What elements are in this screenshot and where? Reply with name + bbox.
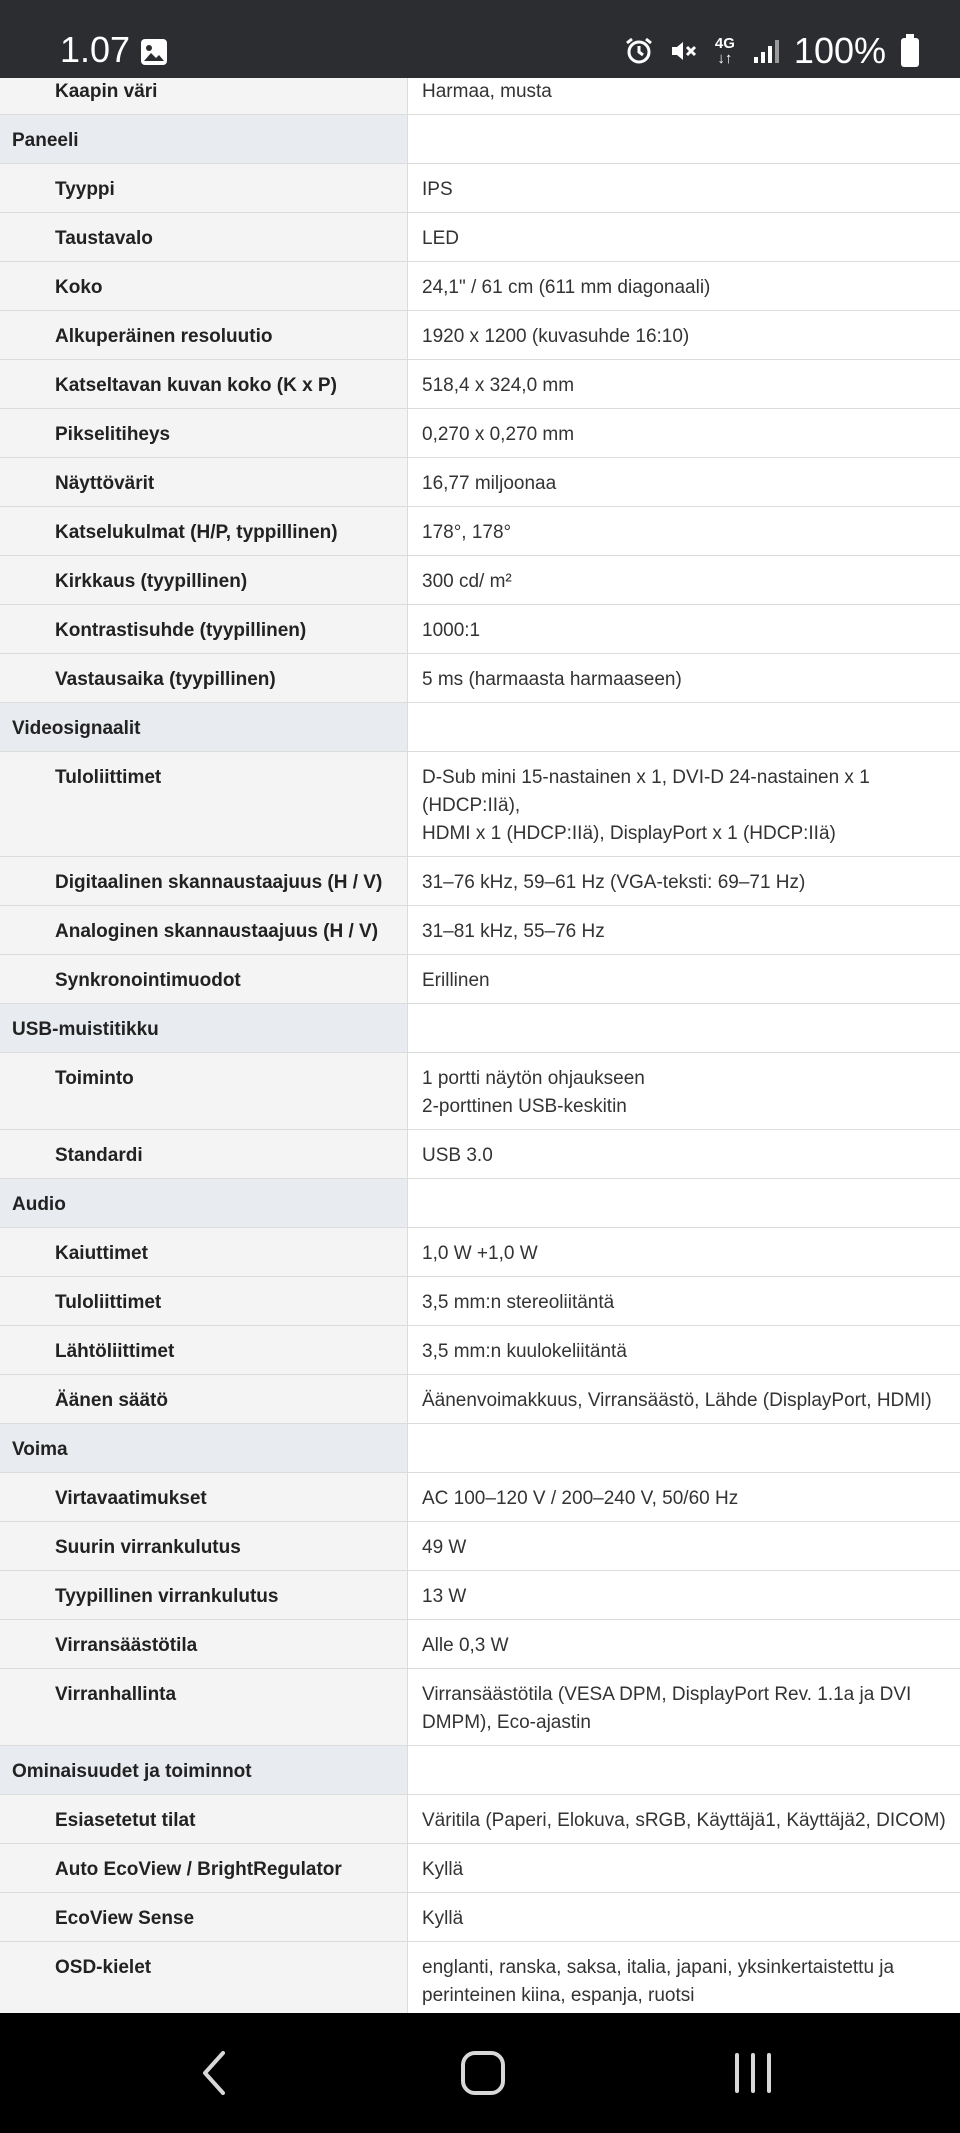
spec-value: 1 portti näytön ohjaukseen 2-porttinen USB-keskitin: [422, 1068, 645, 1117]
signal-icon: [752, 37, 780, 65]
section-title: Paneeli: [0, 115, 408, 163]
spec-table: [0, 78, 960, 2013]
spec-value: Kyllä: [422, 1908, 464, 1929]
spec-row: [0, 78, 960, 115]
spec-row: [0, 1130, 960, 1179]
spec-row: [0, 507, 960, 556]
spec-label: Pikselitiheys: [0, 409, 408, 457]
spec-value: 24,1" / 61 cm (611 mm diagonaali): [422, 277, 711, 298]
spec-value: LED: [422, 228, 459, 249]
section-header-row: [0, 115, 960, 164]
spec-row: [0, 1522, 960, 1571]
spec-value: AC 100–120 V / 200–240 V, 50/60 Hz: [422, 1488, 739, 1509]
spec-row: [0, 906, 960, 955]
spec-row: [0, 1053, 960, 1130]
spec-value: 178°, 178°: [422, 522, 512, 543]
spec-row: [0, 1375, 960, 1424]
spec-label: Lähtöliittimet: [0, 1326, 408, 1374]
spec-row: [0, 1473, 960, 1522]
spec-row: [0, 1277, 960, 1326]
spec-label: Virtavaatimukset: [0, 1473, 408, 1521]
back-icon[interactable]: [185, 2043, 245, 2103]
spec-row: [0, 1571, 960, 1620]
spec-value: [408, 1746, 960, 1794]
spec-row: [0, 654, 960, 703]
spec-value: 31–76 kHz, 59–61 Hz (VGA-teksti: 69–71 Hz): [422, 872, 806, 893]
section-title: USB-muistitikku: [0, 1004, 408, 1052]
alarm-icon: [624, 36, 654, 66]
spec-row: [0, 1795, 960, 1844]
spec-label: Esiasetetut tilat: [0, 1795, 408, 1843]
spec-row: [0, 458, 960, 507]
spec-row: [0, 164, 960, 213]
spec-label: Tuloliittimet: [0, 1277, 408, 1325]
spec-row: [0, 360, 960, 409]
spec-value: Erillinen: [422, 970, 490, 991]
spec-value: IPS: [422, 179, 453, 200]
spec-row: [0, 311, 960, 360]
spec-row: [0, 1669, 960, 1746]
spec-label: Tyypillinen virrankulutus: [0, 1571, 408, 1619]
section-title: Voima: [0, 1424, 408, 1472]
spec-label: Koko: [0, 262, 408, 310]
spec-label: Kirkkaus (tyypillinen): [0, 556, 408, 604]
network-type: 4G: [714, 35, 735, 52]
spec-value: 3,5 mm:n kuulokeliitäntä: [422, 1341, 627, 1362]
section-header-row: [0, 1179, 960, 1228]
spec-row: [0, 1893, 960, 1942]
spec-row: [0, 1844, 960, 1893]
spec-label: EcoView Sense: [0, 1893, 408, 1941]
spec-label: Näyttövärit: [0, 458, 408, 506]
spec-value: 16,77 miljoonaa: [422, 473, 557, 494]
spec-value: [408, 1179, 960, 1227]
gallery-icon: [140, 38, 168, 66]
status-time: 1.07: [60, 29, 131, 70]
section-title: Videosignaalit: [0, 703, 408, 751]
recent-apps-icon[interactable]: [723, 2043, 783, 2103]
spec-value: 300 cd/ m²: [422, 571, 512, 592]
navigation-bar: [0, 2013, 960, 2133]
spec-value: 1920 x 1200 (kuvasuhde 16:10): [422, 326, 690, 347]
battery-percentage: 100%: [793, 30, 886, 71]
spec-label: Kontrastisuhde (tyypillinen): [0, 605, 408, 653]
spec-label: Tuloliittimet: [0, 752, 408, 856]
spec-row: [0, 262, 960, 311]
spec-row: [0, 857, 960, 906]
spec-label: Virranhallinta: [0, 1669, 408, 1745]
spec-label: Standardi: [0, 1130, 408, 1178]
spec-value: [408, 1424, 960, 1472]
spec-label: OSD-kielet: [0, 1942, 408, 2018]
spec-label: Taustavalo: [0, 213, 408, 261]
spec-value: 49 W: [422, 1537, 467, 1558]
spec-value: 518,4 x 324,0 mm: [422, 375, 575, 396]
section-header-row: [0, 1004, 960, 1053]
spec-value: 31–81 kHz, 55–76 Hz: [422, 921, 605, 942]
spec-label: Suurin virrankulutus: [0, 1522, 408, 1570]
section-title: Ominaisuudet ja toiminnot: [0, 1746, 408, 1794]
spec-row: [0, 1326, 960, 1375]
spec-label: Vastausaika (tyypillinen): [0, 654, 408, 702]
spec-row: [0, 752, 960, 857]
spec-label: Kaapin väri: [0, 78, 408, 114]
spec-label: Toiminto: [0, 1053, 408, 1129]
spec-row: [0, 1620, 960, 1669]
spec-value: 3,5 mm:n stereoliitäntä: [422, 1292, 615, 1313]
section-title: Audio: [0, 1179, 408, 1227]
status-bar: [0, 0, 960, 78]
spec-label: Kaiuttimet: [0, 1228, 408, 1276]
spec-value: englanti, ranska, saksa, italia, japani, yksinkertaistettu ja perinteinen kiina, espanja, ruotsi: [422, 1957, 895, 2006]
spec-row: [0, 1942, 960, 2019]
vibrate-off-icon: [668, 36, 698, 66]
spec-value: Harmaa, musta: [422, 81, 552, 102]
spec-label: Äänen säätö: [0, 1375, 408, 1423]
spec-value: 0,270 x 0,270 mm: [422, 424, 575, 445]
spec-value: [408, 1004, 960, 1052]
spec-value: [408, 115, 960, 163]
spec-value: Äänenvoimakkuus, Virransäästö, Lähde (DisplayPort, HDMI): [422, 1390, 932, 1411]
spec-row: [0, 1228, 960, 1277]
spec-value: 13 W: [422, 1586, 467, 1607]
spec-value: 1000:1: [422, 620, 481, 641]
section-header-row: [0, 1424, 960, 1473]
spec-value: 5 ms (harmaasta harmaaseen): [422, 669, 682, 690]
spec-label: Analoginen skannaustaajuus (H / V): [0, 906, 408, 954]
spec-label: Katseltavan kuvan koko (K x P): [0, 360, 408, 408]
home-icon[interactable]: [453, 2043, 513, 2103]
spec-row: [0, 955, 960, 1004]
spec-value: [408, 703, 960, 751]
spec-value: 1,0 W +1,0 W: [422, 1243, 538, 1264]
network-4g-icon: 4G ↓↑: [714, 35, 735, 67]
spec-value: Väritila (Paperi, Elokuva, sRGB, Käyttäjä1, Käyttäjä2, DICOM): [422, 1810, 946, 1831]
spec-label: Digitaalinen skannaustaajuus (H / V): [0, 857, 408, 905]
spec-value: Kyllä: [422, 1859, 464, 1880]
section-header-row: [0, 1746, 960, 1795]
spec-label: Alkuperäinen resoluutio: [0, 311, 408, 359]
spec-label: Auto EcoView / BrightRegulator: [0, 1844, 408, 1892]
spec-label: Katselukulmat (H/P, typpillinen): [0, 507, 408, 555]
spec-row: [0, 556, 960, 605]
spec-row: [0, 213, 960, 262]
section-header-row: [0, 703, 960, 752]
spec-value: USB 3.0: [422, 1145, 493, 1166]
spec-label: Virransäästötila: [0, 1620, 408, 1668]
battery-icon: [900, 34, 920, 68]
spec-value: Virransäästötila (VESA DPM, DisplayPort Rev. 1.1a ja DVI DMPM), Eco-ajastin: [422, 1684, 912, 1733]
spec-row: [0, 409, 960, 458]
spec-value: Alle 0,3 W: [422, 1635, 509, 1656]
spec-row: [0, 605, 960, 654]
spec-label: Tyyppi: [0, 164, 408, 212]
status-icons: [624, 30, 920, 72]
spec-value: D-Sub mini 15-nastainen x 1, DVI-D 24-nastainen x 1 (HDCP:IIä), HDMI x 1 (HDCP:IIä), DisplayPort x 1 (HDCP:IIä): [422, 767, 870, 844]
spec-label: Synkronointimuodot: [0, 955, 408, 1003]
